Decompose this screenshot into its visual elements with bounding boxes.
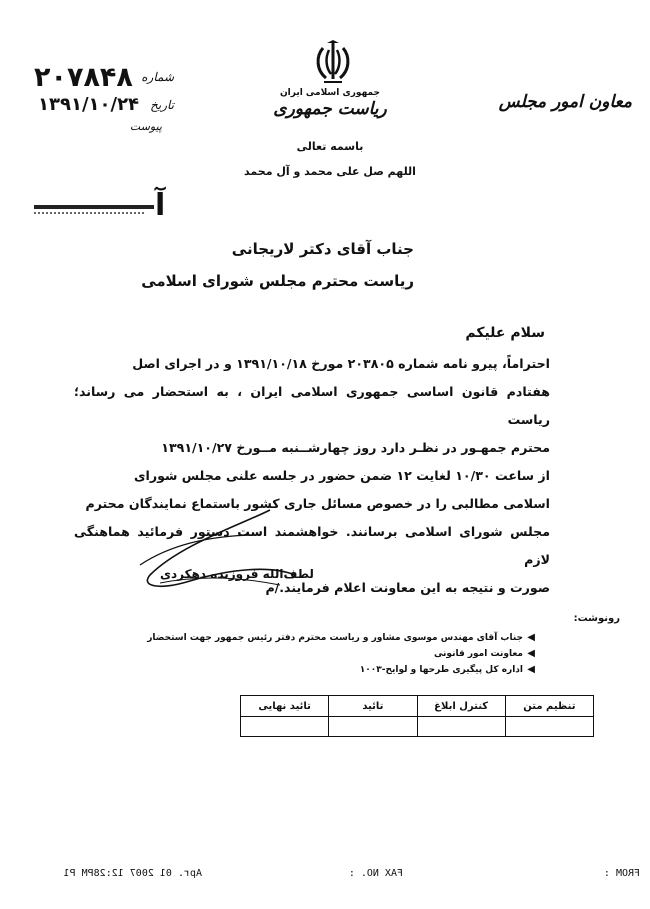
country-name: جمهوری اسلامی ایران — [279, 88, 381, 98]
body-line: محترم جمهـور در نظـر دارد روز چهارشــنبه مــورخ ۱۳۹۱/۱۰/۲۷ — [161, 440, 550, 455]
addressee-name: جناب آقای دکتر لاریجانی — [231, 240, 414, 258]
redaction-bar — [34, 205, 154, 209]
fax-number-label: FAX NO. : — [348, 868, 403, 879]
approval-cell — [505, 717, 593, 737]
redaction-dots — [34, 212, 144, 216]
copy-item-text: اداره کل پیگیری طرحها و لوایح-۱۰۰۳ — [359, 665, 523, 675]
copy-item — [115, 630, 535, 646]
approval-table — [240, 695, 594, 737]
letter-number-value: ۲۰۷۸۴۸ — [34, 62, 133, 93]
approval-cell — [329, 717, 417, 737]
signer-name: لطف‌الله فروزنده دهکردی — [160, 567, 314, 581]
arrow-left-icon: ◀ — [527, 648, 535, 659]
body-line: هفتادم قانون اساسی جمهوری اسلامی ایران ، به استحضار می رساند؛ ریاست — [74, 384, 550, 427]
fax-date: Apr. 01 2007 12:28PM P1 — [63, 868, 202, 879]
office-header — [240, 88, 420, 119]
salawat-line: اللهم صل علی محمد و آل محمد — [244, 165, 416, 178]
approval-header-cell: کنترل ابلاغ — [417, 696, 505, 717]
copy-item — [115, 662, 535, 678]
copy-item-text: معاونت امور قانونی — [433, 649, 523, 659]
fax-footer — [0, 868, 650, 882]
body-line: اسلامی مطالبی را در خصوص مسائل جاری کشور باستماع نمایندگان محترم — [85, 496, 550, 511]
approval-cell — [417, 717, 505, 737]
iran-emblem-icon — [314, 40, 352, 86]
redaction-mark: آ — [155, 188, 166, 223]
copy-item — [115, 646, 535, 662]
body-line: صورت و نتیجه به این معاونت اعلام فرمایند./م — [265, 580, 550, 595]
approval-header-cell: تائید نهایی — [241, 696, 329, 717]
copy-item-text: جناب آقای مهندس موسوی مشاور و ریاست محترم دفتر رئیس جمهور جهت استحضار — [147, 633, 523, 643]
approval-table-row — [241, 717, 594, 737]
letter-date-value: ۱۳۹۱/۱۰/۲۴ — [38, 94, 140, 115]
approval-cell — [241, 717, 329, 737]
copies-title: رونوشت: — [573, 613, 620, 624]
recipient-handwritten-note: معاون امور مجلس — [498, 92, 632, 112]
body-line: مجلس شورای اسلامی برسانند. خواهشمند است دستور فرمائید هماهنگی لازم — [74, 524, 550, 567]
letter-date-label: تاریخ — [150, 98, 174, 112]
approval-header-cell: تائید — [329, 696, 417, 717]
approval-header-cell: تنظیم متن — [505, 696, 593, 717]
body-line: احتراماً، پیرو نامه شماره ۲۰۳۸۰۵ مورخ ۱۳۹۱/۱۰/۱۸ و در اجرای اصل — [132, 356, 550, 371]
fax-from-label: FROM : — [603, 868, 640, 879]
arrow-left-icon: ◀ — [527, 632, 535, 643]
greeting: سلام علیکم — [465, 325, 545, 341]
letter-number-label: شماره — [141, 70, 174, 84]
bismillah-line: باسمه تعالی — [296, 140, 364, 153]
copies-list — [115, 630, 535, 678]
approval-table-header — [241, 696, 594, 717]
arrow-left-icon: ◀ — [527, 664, 535, 675]
addressee-title: ریاست محترم مجلس شورای اسلامی — [141, 272, 414, 290]
body-line: از ساعت ۱۰/۳۰ لغایت ۱۲ ضمن حضور در جلسه علنی مجلس شورای — [133, 468, 550, 483]
enclosure-label: پیوست — [129, 120, 162, 133]
office-name: ریاست جمهوری — [273, 99, 387, 119]
signature-scribble — [120, 505, 320, 600]
